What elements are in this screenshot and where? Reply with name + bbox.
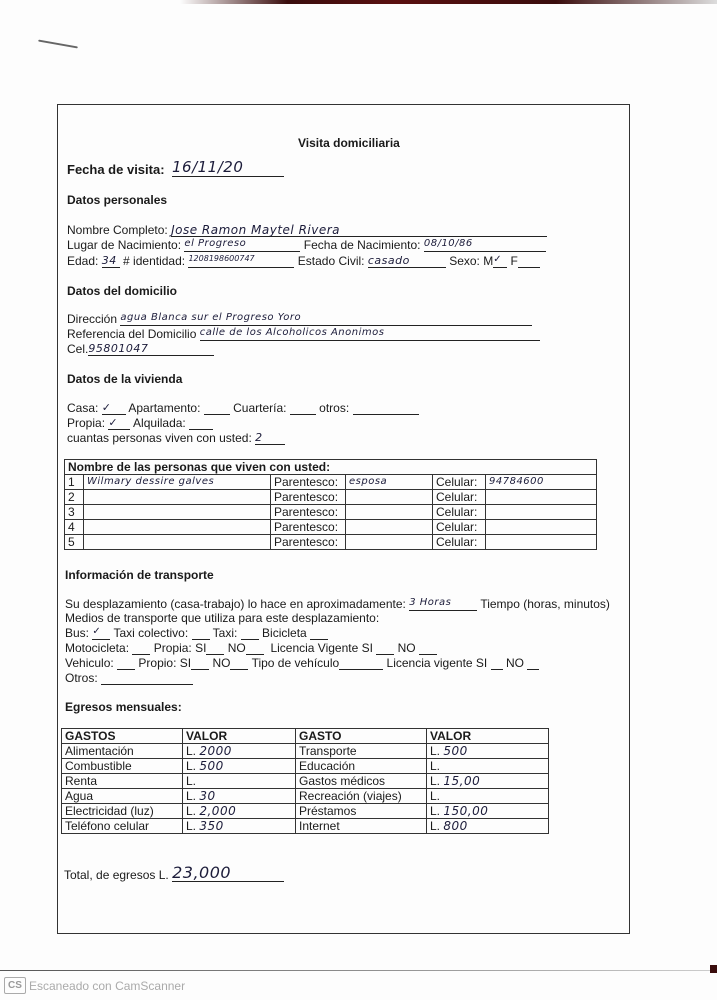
- cuarteria-label: Cuartería:: [233, 401, 287, 415]
- propia-label: Propia:: [67, 416, 106, 430]
- total-row: [64, 863, 284, 882]
- expense-name: Gastos médicos: [296, 774, 427, 789]
- vehiculo-propio-si-field[interactable]: [191, 656, 209, 670]
- birthplace-value[interactable]: el Progreso: [184, 238, 300, 252]
- civil-value[interactable]: casado: [368, 254, 446, 268]
- table-row: [62, 819, 549, 834]
- moto-label: Motocicleta:: [65, 641, 130, 655]
- expense-value: 30: [199, 789, 216, 803]
- table-row: [62, 759, 549, 774]
- apartamento-field[interactable]: [204, 401, 230, 415]
- otros-transport-label: Otros:: [65, 671, 98, 685]
- resident-relation[interactable]: [346, 490, 433, 505]
- resident-name[interactable]: [84, 490, 271, 505]
- apartamento-label: Apartamento:: [128, 401, 201, 415]
- section-heading-transport: Información de transporte: [65, 568, 214, 582]
- expense-value-cell[interactable]: [183, 804, 296, 819]
- cell-label: Celular:: [433, 505, 486, 520]
- total-value[interactable]: 23,000: [172, 863, 284, 882]
- cel-value[interactable]: 95801047: [88, 342, 214, 356]
- housing-type-row: [67, 401, 419, 415]
- resident-relation[interactable]: [346, 505, 433, 520]
- tipo-field[interactable]: [339, 656, 383, 670]
- expense-name: Electricidad (luz): [62, 804, 183, 819]
- relation-label: Parentesco:: [271, 490, 346, 505]
- resident-name[interactable]: [84, 505, 271, 520]
- currency-label: L.: [430, 744, 441, 758]
- sex-f-field[interactable]: [518, 254, 540, 268]
- vehiculo-propio-label: Propio: SI: [138, 656, 192, 670]
- moto-row: [65, 641, 437, 655]
- bicicleta-label: Bicicleta: [262, 626, 307, 640]
- expense-name: Alimentación: [62, 744, 183, 759]
- taxi-label: Taxi:: [212, 626, 238, 640]
- address-value[interactable]: agua Blanca sur el Progreso Yoro: [120, 312, 532, 326]
- resident-name[interactable]: Wilmary dessire galves: [84, 475, 271, 490]
- camscanner-logo-icon: CS: [4, 977, 26, 994]
- id-label: # identidad:: [123, 254, 186, 268]
- means-label: Medios de transporte que utiliza para este desplazamiento:: [65, 611, 380, 625]
- taxi-field[interactable]: [241, 626, 259, 640]
- table-row: [65, 475, 597, 490]
- resident-cell[interactable]: [486, 520, 597, 535]
- resident-relation[interactable]: esposa: [346, 475, 433, 490]
- propia-check[interactable]: ✓: [108, 416, 130, 430]
- expense-value-cell[interactable]: [183, 819, 296, 834]
- relation-label: Parentesco:: [271, 535, 346, 550]
- reference-label: Referencia del Domicilio: [67, 327, 197, 341]
- bus-row: [65, 626, 328, 640]
- moto-no-label: NO: [227, 641, 246, 655]
- residents-table: [64, 459, 597, 550]
- currency-label: L.: [186, 789, 197, 803]
- header-valor-2: VALOR: [427, 729, 549, 744]
- expenses-table: [61, 728, 549, 834]
- expense-name: Educación: [296, 759, 427, 774]
- otros-transport-field[interactable]: [101, 671, 193, 685]
- commute-row: [65, 597, 610, 611]
- resident-num: 2: [65, 490, 84, 505]
- currency-label: L.: [430, 819, 441, 833]
- sex-m-label: Sexo: M: [449, 254, 494, 268]
- cell-label: Celular:: [433, 535, 486, 550]
- licencia2-no-field[interactable]: [527, 656, 539, 670]
- expense-value: 800: [443, 819, 468, 833]
- licencia2-no-label: NO: [505, 656, 524, 670]
- resident-name[interactable]: [84, 535, 271, 550]
- residents-header-row: [65, 460, 597, 475]
- licencia2-label: Licencia vigente SI: [386, 656, 488, 670]
- relation-label: Parentesco:: [271, 505, 346, 520]
- commute-suffix: Tiempo (horas, minutos): [480, 597, 610, 611]
- resident-num: 1: [65, 475, 84, 490]
- address-row: [67, 312, 532, 326]
- id-value[interactable]: 1208198600747: [188, 254, 294, 268]
- ownership-row: [67, 416, 213, 430]
- otros-transport-row: [65, 671, 193, 685]
- table-row: [62, 789, 549, 804]
- sex-m-check[interactable]: ✓: [493, 254, 507, 268]
- section-heading-domicile: Datos del domicilio: [67, 284, 178, 298]
- licencia-si-field[interactable]: [376, 641, 394, 655]
- resident-cell[interactable]: [486, 535, 597, 550]
- section-heading-personal: Datos personales: [67, 193, 168, 207]
- currency-label: L.: [186, 804, 197, 818]
- vehiculo-propio-no-field[interactable]: [230, 656, 248, 670]
- currency-label: L.: [430, 759, 441, 773]
- expense-value: 150,00: [443, 804, 489, 818]
- table-row: [62, 744, 549, 759]
- table-row: [62, 804, 549, 819]
- people-value[interactable]: 2: [255, 431, 285, 445]
- table-row: [65, 505, 597, 520]
- moto-propia-si-field[interactable]: [206, 641, 224, 655]
- cell-label: Celular:: [433, 475, 486, 490]
- vehiculo-no-label: NO: [212, 656, 231, 670]
- header-gasto: GASTO: [296, 729, 427, 744]
- age-row: [67, 254, 540, 268]
- name-label: Nombre Completo:: [67, 223, 168, 237]
- casa-check[interactable]: ✓: [102, 401, 126, 415]
- alquilada-label: Alquilada:: [133, 416, 186, 430]
- licencia-no-label: NO: [397, 641, 416, 655]
- resident-relation[interactable]: [346, 535, 433, 550]
- visit-date-label: Fecha de visita:: [67, 162, 165, 177]
- total-label: Total, de egresos L.: [64, 868, 169, 882]
- name-value[interactable]: Jose Ramon Maytel Rivera: [171, 223, 547, 237]
- address-label: Dirección: [67, 312, 118, 326]
- people-count-row: [67, 431, 285, 445]
- civil-label: Estado Civil:: [297, 254, 365, 268]
- cell-label: Celular:: [433, 490, 486, 505]
- moto-propia-label: Propia: SI: [153, 641, 207, 655]
- resident-cell[interactable]: 94784600: [486, 475, 597, 490]
- expense-name: Combustible: [62, 759, 183, 774]
- relation-label: Parentesco:: [271, 475, 346, 490]
- cel-label: Cel.: [67, 342, 89, 356]
- expense-value: 500: [199, 759, 224, 773]
- resident-cell[interactable]: [486, 490, 597, 505]
- age-label: Edad:: [67, 254, 99, 268]
- scan-bottom-edge: [0, 970, 710, 971]
- bus-check[interactable]: ✓: [92, 626, 110, 640]
- expense-value-cell[interactable]: [427, 819, 549, 834]
- bicicleta-field[interactable]: [310, 626, 328, 640]
- expense-name: Renta: [62, 774, 183, 789]
- table-row: [65, 535, 597, 550]
- expense-value-cell[interactable]: [183, 774, 296, 789]
- cell-label: Celular:: [433, 520, 486, 535]
- expense-name: Transporte: [296, 744, 427, 759]
- currency-label: L.: [186, 819, 197, 833]
- licencia2-si-field[interactable]: [491, 656, 503, 670]
- expense-value-cell[interactable]: [427, 759, 549, 774]
- scan-top-edge: [180, 0, 717, 4]
- expense-value-cell[interactable]: [427, 789, 549, 804]
- birthdate-label: Fecha de Nacimiento:: [303, 238, 421, 252]
- resident-name[interactable]: [84, 520, 271, 535]
- birthplace-label: Lugar de Nacimiento:: [67, 238, 182, 252]
- vehicle-row: [65, 656, 539, 670]
- vehiculo-label: Vehiculo:: [65, 656, 114, 670]
- currency-label: L.: [186, 774, 197, 788]
- expense-name: Agua: [62, 789, 183, 804]
- commute-value[interactable]: 3 Horas: [409, 597, 477, 611]
- bus-label: Bus:: [65, 626, 90, 640]
- table-row: [62, 774, 549, 789]
- tipo-label: Tipo de vehículo: [251, 656, 340, 670]
- expense-value-cell[interactable]: [427, 744, 549, 759]
- residents-heading: Nombre de las personas que viven con usted:: [65, 460, 597, 475]
- resident-num: 5: [65, 535, 84, 550]
- birthplace-row: [67, 238, 546, 252]
- expense-value: 350: [199, 819, 224, 833]
- name-row: [67, 223, 547, 237]
- currency-label: L.: [430, 789, 441, 803]
- currency-label: L.: [186, 759, 197, 773]
- expense-value: 2000: [199, 744, 232, 758]
- licencia-label: Licencia Vigente SI: [270, 641, 373, 655]
- otros-label: otros:: [319, 401, 350, 415]
- resident-num: 4: [65, 520, 84, 535]
- commute-label: Su desplazamiento (casa-trabajo) lo hace en aproximadamente:: [65, 597, 406, 611]
- currency-label: L.: [430, 774, 441, 788]
- table-row: [65, 490, 597, 505]
- resident-num: 3: [65, 505, 84, 520]
- section-heading-expenses: Egresos mensuales:: [65, 700, 182, 714]
- expense-value: 15,00: [443, 774, 481, 788]
- pen-mark: [38, 40, 78, 49]
- camscanner-watermark: Escaneado con CamScanner: [29, 979, 186, 993]
- section-heading-housing: Datos de la vivienda: [67, 372, 183, 386]
- reference-row: [67, 327, 540, 341]
- reference-value[interactable]: calle de los Alcoholicos Anonimos: [200, 327, 540, 341]
- moto-propia-no-field[interactable]: [246, 641, 264, 655]
- sex-f-label: F: [510, 254, 518, 268]
- expense-value-cell[interactable]: [427, 804, 549, 819]
- otros-field[interactable]: [353, 401, 419, 415]
- relation-label: Parentesco:: [271, 520, 346, 535]
- expense-value: 2,000: [199, 804, 237, 818]
- header-gastos: GASTOS: [62, 729, 183, 744]
- form-title: Visita domiciliaria: [298, 136, 400, 150]
- visit-date-field[interactable]: [172, 158, 284, 177]
- table-row: [65, 520, 597, 535]
- alquilada-field[interactable]: [189, 416, 213, 430]
- expense-value-cell[interactable]: [427, 774, 549, 789]
- people-label: cuantas personas viven con usted:: [67, 431, 252, 445]
- resident-relation[interactable]: [346, 520, 433, 535]
- expense-name: Teléfono celular: [62, 819, 183, 834]
- header-valor: VALOR: [183, 729, 296, 744]
- expense-value-cell[interactable]: [183, 744, 296, 759]
- vehiculo-field[interactable]: [117, 656, 135, 670]
- expenses-header-row: [62, 729, 549, 744]
- taxi-colectivo-label: Taxi colectivo:: [113, 626, 189, 640]
- currency-label: L.: [430, 804, 441, 818]
- resident-cell[interactable]: [486, 505, 597, 520]
- birthdate-value[interactable]: 08/10/86: [424, 238, 546, 252]
- licencia-no-field[interactable]: [419, 641, 437, 655]
- cel-row: [67, 342, 214, 356]
- expense-name: Internet: [296, 819, 427, 834]
- expense-value: 500: [443, 744, 468, 758]
- expense-name: Préstamos: [296, 804, 427, 819]
- expense-value-cell[interactable]: [183, 759, 296, 774]
- expense-name: Recreación (viajes): [296, 789, 427, 804]
- currency-label: L.: [186, 744, 197, 758]
- cuarteria-field[interactable]: [290, 401, 316, 415]
- casa-label: Casa:: [67, 401, 99, 415]
- moto-field[interactable]: [132, 641, 150, 655]
- expense-value-cell[interactable]: [183, 789, 296, 804]
- age-value[interactable]: 34: [102, 254, 120, 268]
- visit-date-value: 16/11/20: [172, 158, 284, 177]
- taxi-colectivo-field[interactable]: [192, 626, 210, 640]
- scan-corner-mark: [710, 965, 717, 973]
